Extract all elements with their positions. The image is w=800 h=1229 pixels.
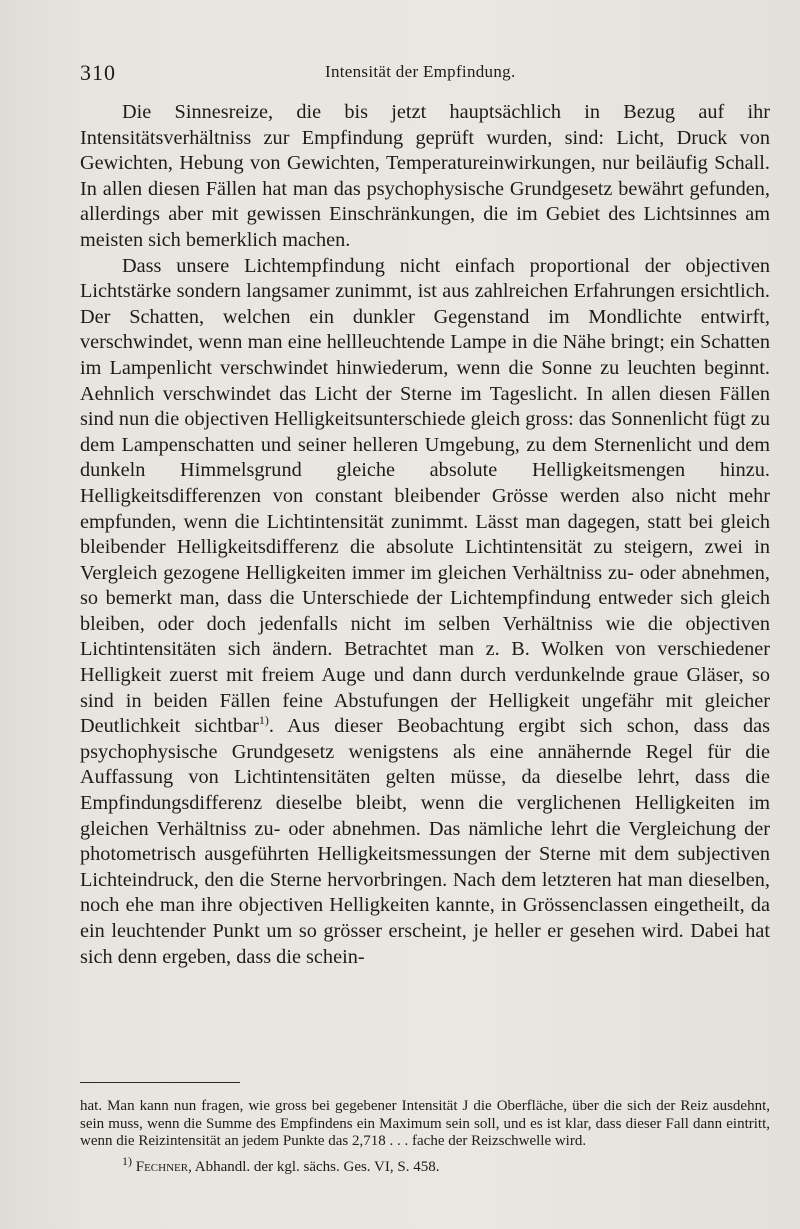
footnote-1-author: Fechner	[135, 1158, 189, 1175]
footnotes	[80, 1098, 770, 1176]
paragraph-2	[80, 254, 770, 971]
paragraph-1: Die Sinnesreize, die bis jetzt hauptsächlich in Bezug auf ihr Intensitätsverhältniss zur Empfindung geprüft wurden, sind: Licht, Druck von Gewichten, Hebung von Gewichten, Temperatureinwirkungen, nur beiläufig Schall. In allen diesen Fällen hat man das psychophysische Grundgesetz bewährt gefunden, allerdings aber mit gewissen Einschränkungen, die im Gebiet des Lichtsinnes am meisten sich bemerklich machen.	[80, 101, 770, 251]
page-header	[80, 60, 770, 90]
footnote-divider	[80, 1082, 240, 1083]
footnote-1	[80, 1153, 770, 1177]
paragraph-2-continuation: . Aus dieser Beobachtung ergibt sich schon, dass das psychophysische Grundgesetz wenigstens als eine annähernde Regel für die Auffassung von Lichtintensitäten gelten müsse, da dieselbe lehrt, dass die Empfindungsdifferenz dieselbe bleibt, wenn die verglichenen Helligkeiten im gleichen Verhältniss zu- oder abnehmen. Das nämliche lehrt die Vergleichung der photometrisch ausgeführten Helligkeitsmessungen der Sterne mit dem subjectiven Lichteindruck, den die Sterne hervorbringen. Nach dem letzteren hat man dieselben, noch ehe man ihre objectiven Helligkeiten kannte, in Grössenclassen eingetheilt, da ein leuchtender Punkt um so grösser erscheint, je heller er gesehen wird. Dabei hat sich denn ergeben, dass die schein-	[80, 715, 770, 968]
footnote-mark: 1)	[258, 713, 269, 728]
footnote-1-mark: 1)	[122, 1153, 132, 1168]
running-title: Intensität der Empfindung.	[325, 62, 516, 81]
main-text	[80, 100, 770, 970]
page-number: 310	[80, 60, 116, 85]
paragraph-2-text: Dass unsere Lichtempfindung nicht einfach proportional der objectiven Lichtstärke sondern langsamer zunimmt, ist aus zahlreichen Erfahrungen ersichtlich. Der Schatten, welchen ein dunkler Gegenstand im Mondlichte entwirft, verschwindet, wenn man eine hellleuchtende Lampe in die Nähe bringt; ein Schatten im Lampenlicht verschwindet hinwiederum, wenn die Sonne zu leuchten beginnt. Aehnlich verschwindet das Licht der Sterne im Tageslicht. In allen diesen Fällen sind nun die objectiven Helligkeitsunterschiede gleich gross: das Sonnenlicht fügt zu dem Lampenschatten und seiner helleren Umgebung, zu dem Sternenlicht und dem dunkeln Himmelsgrund gleiche absolute Helligkeitsmengen hinzu. Helligkeitsdifferenzen von constant bleibender Grösse werden also nicht mehr empfunden, wenn die Lichtintensität zunimmt. Lässt man dagegen, statt bei gleich bleibender Helligkeitsdifferenz die absolute Lichtintensität zu steigern, zwei in Vergleich gezogene Helligkeiten immer im gleichen Verhältniss zu- oder abnehmen, so bemerkt man, dass die Unterschiede der Lichtempfindung entweder sich gleich bleiben, oder doch jedenfalls nicht im selben Verhältniss wie die objectiven Lichtintensitäten sich ändern. Betrachtet man z. B. Wolken von verschiedener Helligkeit zuerst mit freiem Auge und dann durch verdunkelnde graue Gläser, so sind in beiden Fällen feine Abstufungen der Helligkeit ungefähr mit gleicher Deutlichkeit sichtbar	[80, 254, 770, 738]
footnote-continued: hat. Man kann nun fragen, wie gross bei gegebener Intensität J die Oberfläche, über die sich der Reiz ausdehnt, sein muss, wenn die Summe des Empfindens ein Maximum sein soll, und es ist klar, dass dieser Fall dann eintritt, wenn die Reizintensität an jedem Punkte das 2,718 . . . fache der Reizschwelle wird.	[80, 1098, 770, 1149]
footnote-1-citation: , Abhandl. der kgl. sächs. Ges. VI, S. 458.	[188, 1158, 440, 1175]
